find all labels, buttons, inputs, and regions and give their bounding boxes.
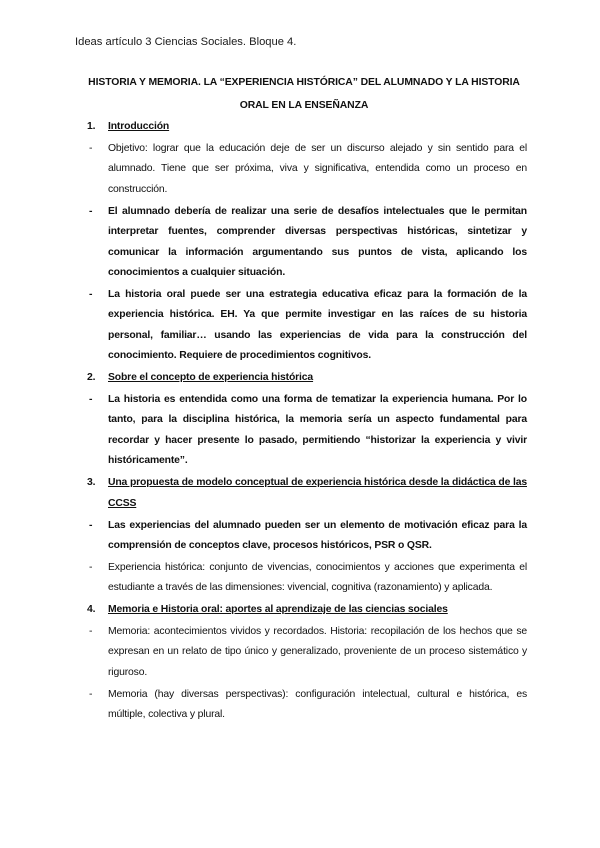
document-body	[87, 117, 527, 727]
section-number: 4.	[87, 604, 96, 616]
section-heading-2	[87, 368, 527, 389]
list-item	[87, 558, 527, 599]
list-item-text: La historia oral puede ser una estrategia educativa eficaz para la formación de la experiencia histórica. EH. Ya que permite investigar en las raíces de su historia personal, familiar… usando las experiencias de vida para la construcción del conocimiento. Requiere de procedimientos cognitivos.	[108, 288, 527, 362]
list-item-text: Las experiencias del alumnado pueden ser un elemento de motivación eficaz para la comprensión de conceptos clave, procesos históricos, PSR o QSR.	[108, 519, 527, 552]
list-item	[87, 685, 527, 726]
document-title	[80, 71, 528, 117]
title-line-1: HISTORIA Y MEMORIA. LA “EXPERIENCIA HISTÓRICA” DEL ALUMNADO Y LA HISTORIA	[88, 77, 520, 88]
list-item-text: El alumnado debería de realizar una serie de desafíos intelectuales que le permitan interpretar fuentes, comprender diversas perspectivas históricas, sintetizar y comunicar la información argumentando sus puntos de vista, aplicando los conocimientos a cualquier situación.	[108, 205, 527, 279]
dash-bullet: -	[89, 519, 93, 531]
list-item	[87, 516, 527, 557]
list-item	[87, 622, 527, 684]
section-heading-1	[87, 117, 527, 138]
section-title: Memoria e Historia oral: aportes al aprendizaje de las ciencias sociales	[108, 604, 448, 616]
list-item	[87, 285, 527, 367]
dash-bullet: -	[89, 393, 93, 405]
section-title: Una propuesta de modelo conceptual de experiencia histórica desde la didáctica de las CCSS	[108, 477, 527, 509]
dash-bullet: -	[89, 688, 93, 700]
section-title: Introducción	[108, 121, 170, 132]
list-item-text: Experiencia histórica: conjunto de vivencias, conocimientos y acciones que experimenta el estudiante a través de las dimensiones: vivencial, cognitiva (razonamiento) y aplicada.	[108, 561, 527, 594]
dash-bullet: -	[89, 205, 93, 217]
list-item-text: Memoria: acontecimientos vividos y recordados. Historia: recopilación de los hechos que se expresan en un relato de tipo único y generalizado, proveniente de un proceso sistemático y riguroso.	[108, 625, 527, 678]
list-item	[87, 390, 527, 472]
section-title: Sobre el concepto de experiencia histórica	[108, 372, 314, 384]
dash-bullet: -	[89, 142, 93, 154]
list-item-text: Memoria (hay diversas perspectivas): configuración intelectual, cultural e histórica, es múltiple, colectiva y plural.	[108, 688, 527, 721]
dash-bullet: -	[89, 625, 93, 637]
list-item-text: La historia es entendida como una forma de tematizar la experiencia humana. Por lo tanto, para la disciplina histórica, la memoria sería un aspecto fundamental para recordar y hacer presente lo pasado, permitiendo “historizar la experiencia y vivir históricamente”.	[108, 393, 527, 467]
section-number: 1.	[87, 121, 96, 132]
section-heading-3	[87, 473, 527, 514]
section-heading-4	[87, 600, 527, 621]
section-number: 3.	[87, 477, 96, 489]
page-header: Ideas artículo 3 Ciencias Sociales. Bloque 4.	[75, 36, 297, 48]
dash-bullet: -	[89, 288, 93, 300]
dash-bullet: -	[89, 561, 93, 573]
title-line-2: ORAL EN LA ENSEÑANZA	[239, 100, 369, 111]
list-item	[87, 139, 527, 201]
list-item-text: Objetivo: lograr que la educación deje de ser un discurso alejado y sin sentido para el alumnado. Tiene que ser próxima, viva y significativa, entendida como un proceso en construcción.	[108, 142, 527, 195]
section-number: 2.	[87, 372, 96, 384]
list-item	[87, 202, 527, 284]
